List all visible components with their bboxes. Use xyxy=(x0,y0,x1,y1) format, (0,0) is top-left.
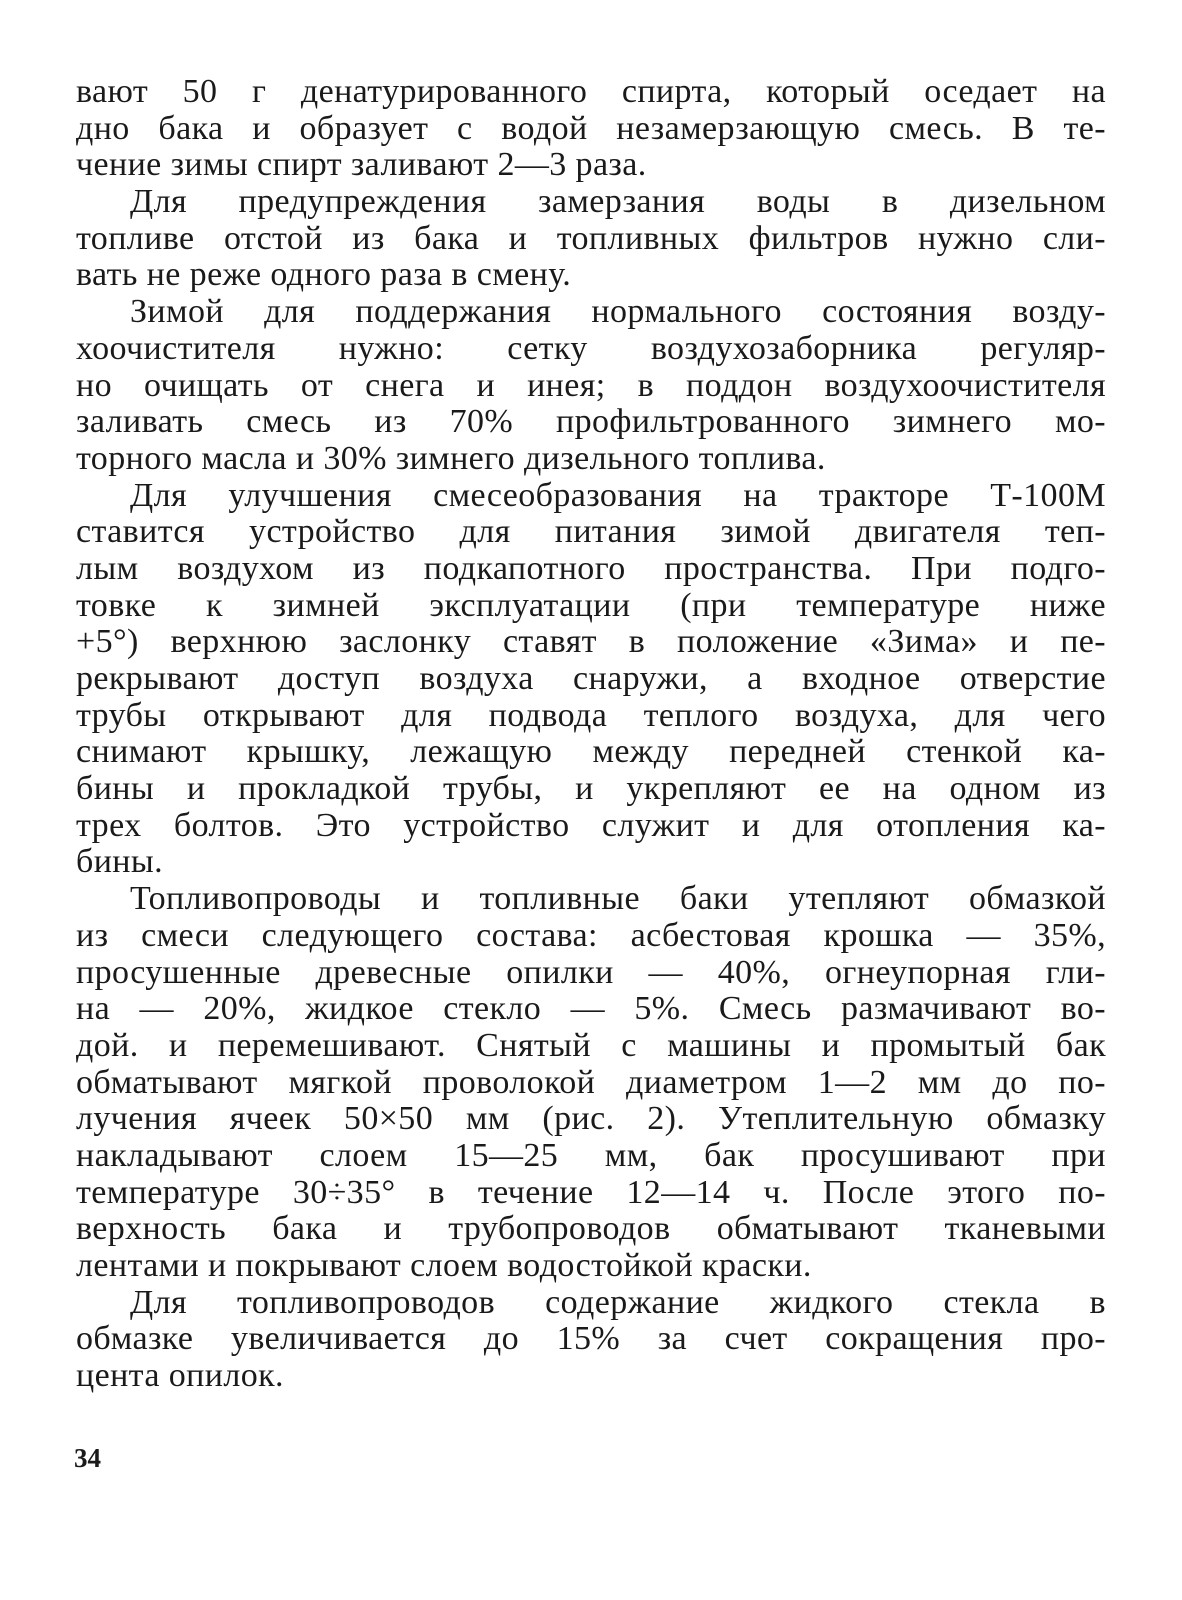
text-line: цента опилок. xyxy=(76,1357,284,1395)
text-line: торного масла и 30% зимнего дизельного топлива. xyxy=(76,439,826,477)
text-line: трубы открывают для подвода теплого воздуха, для чего xyxy=(76,696,1106,734)
text-line: ставится устройство для питания зимой двигателя теп- xyxy=(76,513,1106,551)
text-line: обмазке увеличивается до 15% за счет сокращения про- xyxy=(76,1320,1106,1358)
text-line: температуре 30÷35° в течение 12—14 ч. После этого по- xyxy=(76,1173,1106,1211)
text-line: хоочистителя нужно: сетку воздухозаборника регуляр- xyxy=(76,329,1106,367)
text-line: трех болтов. Это устройство служит и для отопления ка- xyxy=(76,806,1106,844)
text-line: на — 20%, жидкое стекло — 5%. Смесь размачивают во- xyxy=(76,990,1106,1028)
text-line: рекрывают доступ воздуха снаружи, а входное отверстие xyxy=(76,660,1106,697)
text-line: накладывают слоем 15—25 мм, бак просушивают при xyxy=(76,1136,1106,1174)
page-number: 34 xyxy=(74,1443,101,1473)
text-line: из смеси следующего состава: асбестовая крошка — 35%, xyxy=(76,916,1106,954)
text-line: бины и прокладкой трубы, и укрепляют ее на одном из xyxy=(76,770,1106,808)
paragraph-first-line: Топливопроводы и топливные баки утепляют обмазкой xyxy=(130,880,1106,918)
paragraph-first-line: Для предупреждения замерзания воды в дизельном xyxy=(130,183,1106,221)
text-line: вать не реже одного раза в смену. xyxy=(76,256,572,294)
paragraph-first-line: Для улучшения смесеобразования на тракторе Т-100М xyxy=(130,476,1106,514)
text-line: просушенные древесные опилки — 40%, огнеупорная гли- xyxy=(76,953,1106,991)
paragraph-first-line: Зимой для поддержания нормального состояния возду- xyxy=(130,293,1106,331)
text-line: товке к зимней эксплуатации (при температуре ниже xyxy=(76,586,1106,624)
text-line: топливе отстой из бака и топливных фильтров нужно сли- xyxy=(76,219,1106,257)
text-line: лентами и покрывают слоем водостойкой краски. xyxy=(76,1247,812,1284)
text-line: лучения ячеек 50×50 мм (рис. 2). Утеплительную обмазку xyxy=(76,1100,1106,1138)
text-line: верхность бака и трубопроводов обматывают тканевыми xyxy=(76,1210,1106,1248)
text-line: но очищать от снега и инея; в поддон воздухоочистителя xyxy=(76,366,1106,404)
text-line: вают 50 г денатурированного спирта, который оседает на xyxy=(76,73,1106,110)
text-line: снимают крышку, лежащую между передней стенкой ка- xyxy=(76,733,1106,771)
body-text xyxy=(76,74,1106,1395)
text-line: +5°) верхнюю заслонку ставят в положение «Зима» и пе- xyxy=(76,623,1106,661)
text-line: чение зимы спирт заливают 2—3 раза. xyxy=(76,146,647,184)
text-line: дой. и перемешивают. Снятый с машины и промытый бак xyxy=(76,1026,1106,1064)
text-line: заливать смесь из 70% профильтрованного зимнего мо- xyxy=(76,403,1106,441)
text-line: лым воздухом из подкапотного пространства. При подго- xyxy=(76,549,1106,587)
text-line: дно бака и образует с водой незамерзающую смесь. В те- xyxy=(76,109,1106,147)
paragraph-first-line: Для топливопроводов содержание жидкого стекла в xyxy=(130,1283,1106,1321)
text-line: обматывают мягкой проволокой диаметром 1—2 мм до по- xyxy=(76,1063,1106,1101)
text-line: бины. xyxy=(76,843,164,881)
